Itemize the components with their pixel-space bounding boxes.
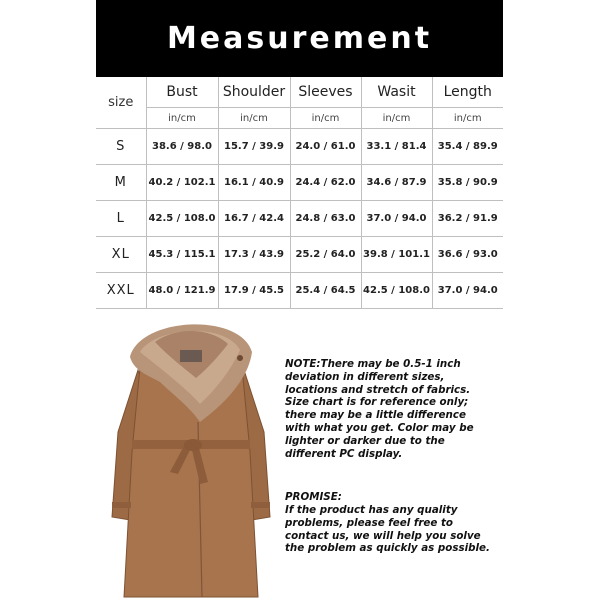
column-header-bust: Bust — [146, 77, 218, 108]
unit-label: in/cm — [218, 108, 290, 129]
size-name: L — [96, 201, 146, 237]
table-row — [96, 201, 503, 237]
table-cell: 16.7 / 42.4 — [218, 201, 290, 237]
table-cell: 40.2 / 102.1 — [146, 165, 218, 201]
note-text: NOTE:There may be 0.5-1 inch deviation in different sizes, locations and stretch of fabrics. Size chart is for reference only; there may be a little difference with what you get. Color may be lighter or darker due to the different PC display. — [285, 358, 474, 460]
table-cell: 36.6 / 93.0 — [432, 237, 503, 273]
table-row — [96, 129, 503, 165]
column-header-shoulder: Shoulder — [218, 77, 290, 108]
size-column-header: size — [96, 77, 146, 129]
unit-label: in/cm — [146, 108, 218, 129]
column-header-sleeves: Sleeves — [290, 77, 361, 108]
table-cell: 37.0 / 94.0 — [432, 273, 503, 309]
table-cell: 42.5 / 108.0 — [146, 201, 218, 237]
column-header-wasit: Wasit — [361, 77, 432, 108]
unit-label: in/cm — [361, 108, 432, 129]
table-cell: 24.0 / 61.0 — [290, 129, 361, 165]
table-cell: 25.4 / 64.5 — [290, 273, 361, 309]
table-cell: 24.8 / 63.0 — [290, 201, 361, 237]
table-cell: 35.4 / 89.9 — [432, 129, 503, 165]
table-row — [96, 165, 503, 201]
table-cell: 25.2 / 64.0 — [290, 237, 361, 273]
table-row — [96, 237, 503, 273]
page-title: Measurement — [96, 0, 503, 77]
size-name: S — [96, 129, 146, 165]
size-name: XL — [96, 237, 146, 273]
table-cell: 45.3 / 115.1 — [146, 237, 218, 273]
header-row — [96, 77, 503, 108]
product-image — [100, 312, 282, 598]
table-cell: 17.3 / 43.9 — [218, 237, 290, 273]
coat-illustration — [100, 312, 282, 598]
table-cell: 37.0 / 94.0 — [361, 201, 432, 237]
table-cell: 35.8 / 90.9 — [432, 165, 503, 201]
table-cell: 36.2 / 91.9 — [432, 201, 503, 237]
promise-title: PROMISE: — [285, 491, 342, 503]
table-cell: 34.6 / 87.9 — [361, 165, 432, 201]
unit-label: in/cm — [432, 108, 503, 129]
table-cell: 42.5 / 108.0 — [361, 273, 432, 309]
table-row — [96, 273, 503, 309]
table-cell: 33.1 / 81.4 — [361, 129, 432, 165]
table-cell: 38.6 / 98.0 — [146, 129, 218, 165]
table-cell: 24.4 / 62.0 — [290, 165, 361, 201]
table-cell: 16.1 / 40.9 — [218, 165, 290, 201]
size-name: M — [96, 165, 146, 201]
promise-text: If the product has any quality problems, please feel free to contact us, we will help you solve the problem as quickly as possible. — [285, 504, 490, 555]
size-chart — [96, 77, 503, 309]
unit-label: in/cm — [290, 108, 361, 129]
table-cell: 39.8 / 101.1 — [361, 237, 432, 273]
size-table — [96, 77, 503, 309]
table-cell: 48.0 / 121.9 — [146, 273, 218, 309]
unit-row — [96, 108, 503, 129]
size-name: XXL — [96, 273, 146, 309]
column-header-length: Length — [432, 77, 503, 108]
table-cell: 17.9 / 45.5 — [218, 273, 290, 309]
label-patch — [180, 350, 202, 362]
table-cell: 15.7 / 39.9 — [218, 129, 290, 165]
